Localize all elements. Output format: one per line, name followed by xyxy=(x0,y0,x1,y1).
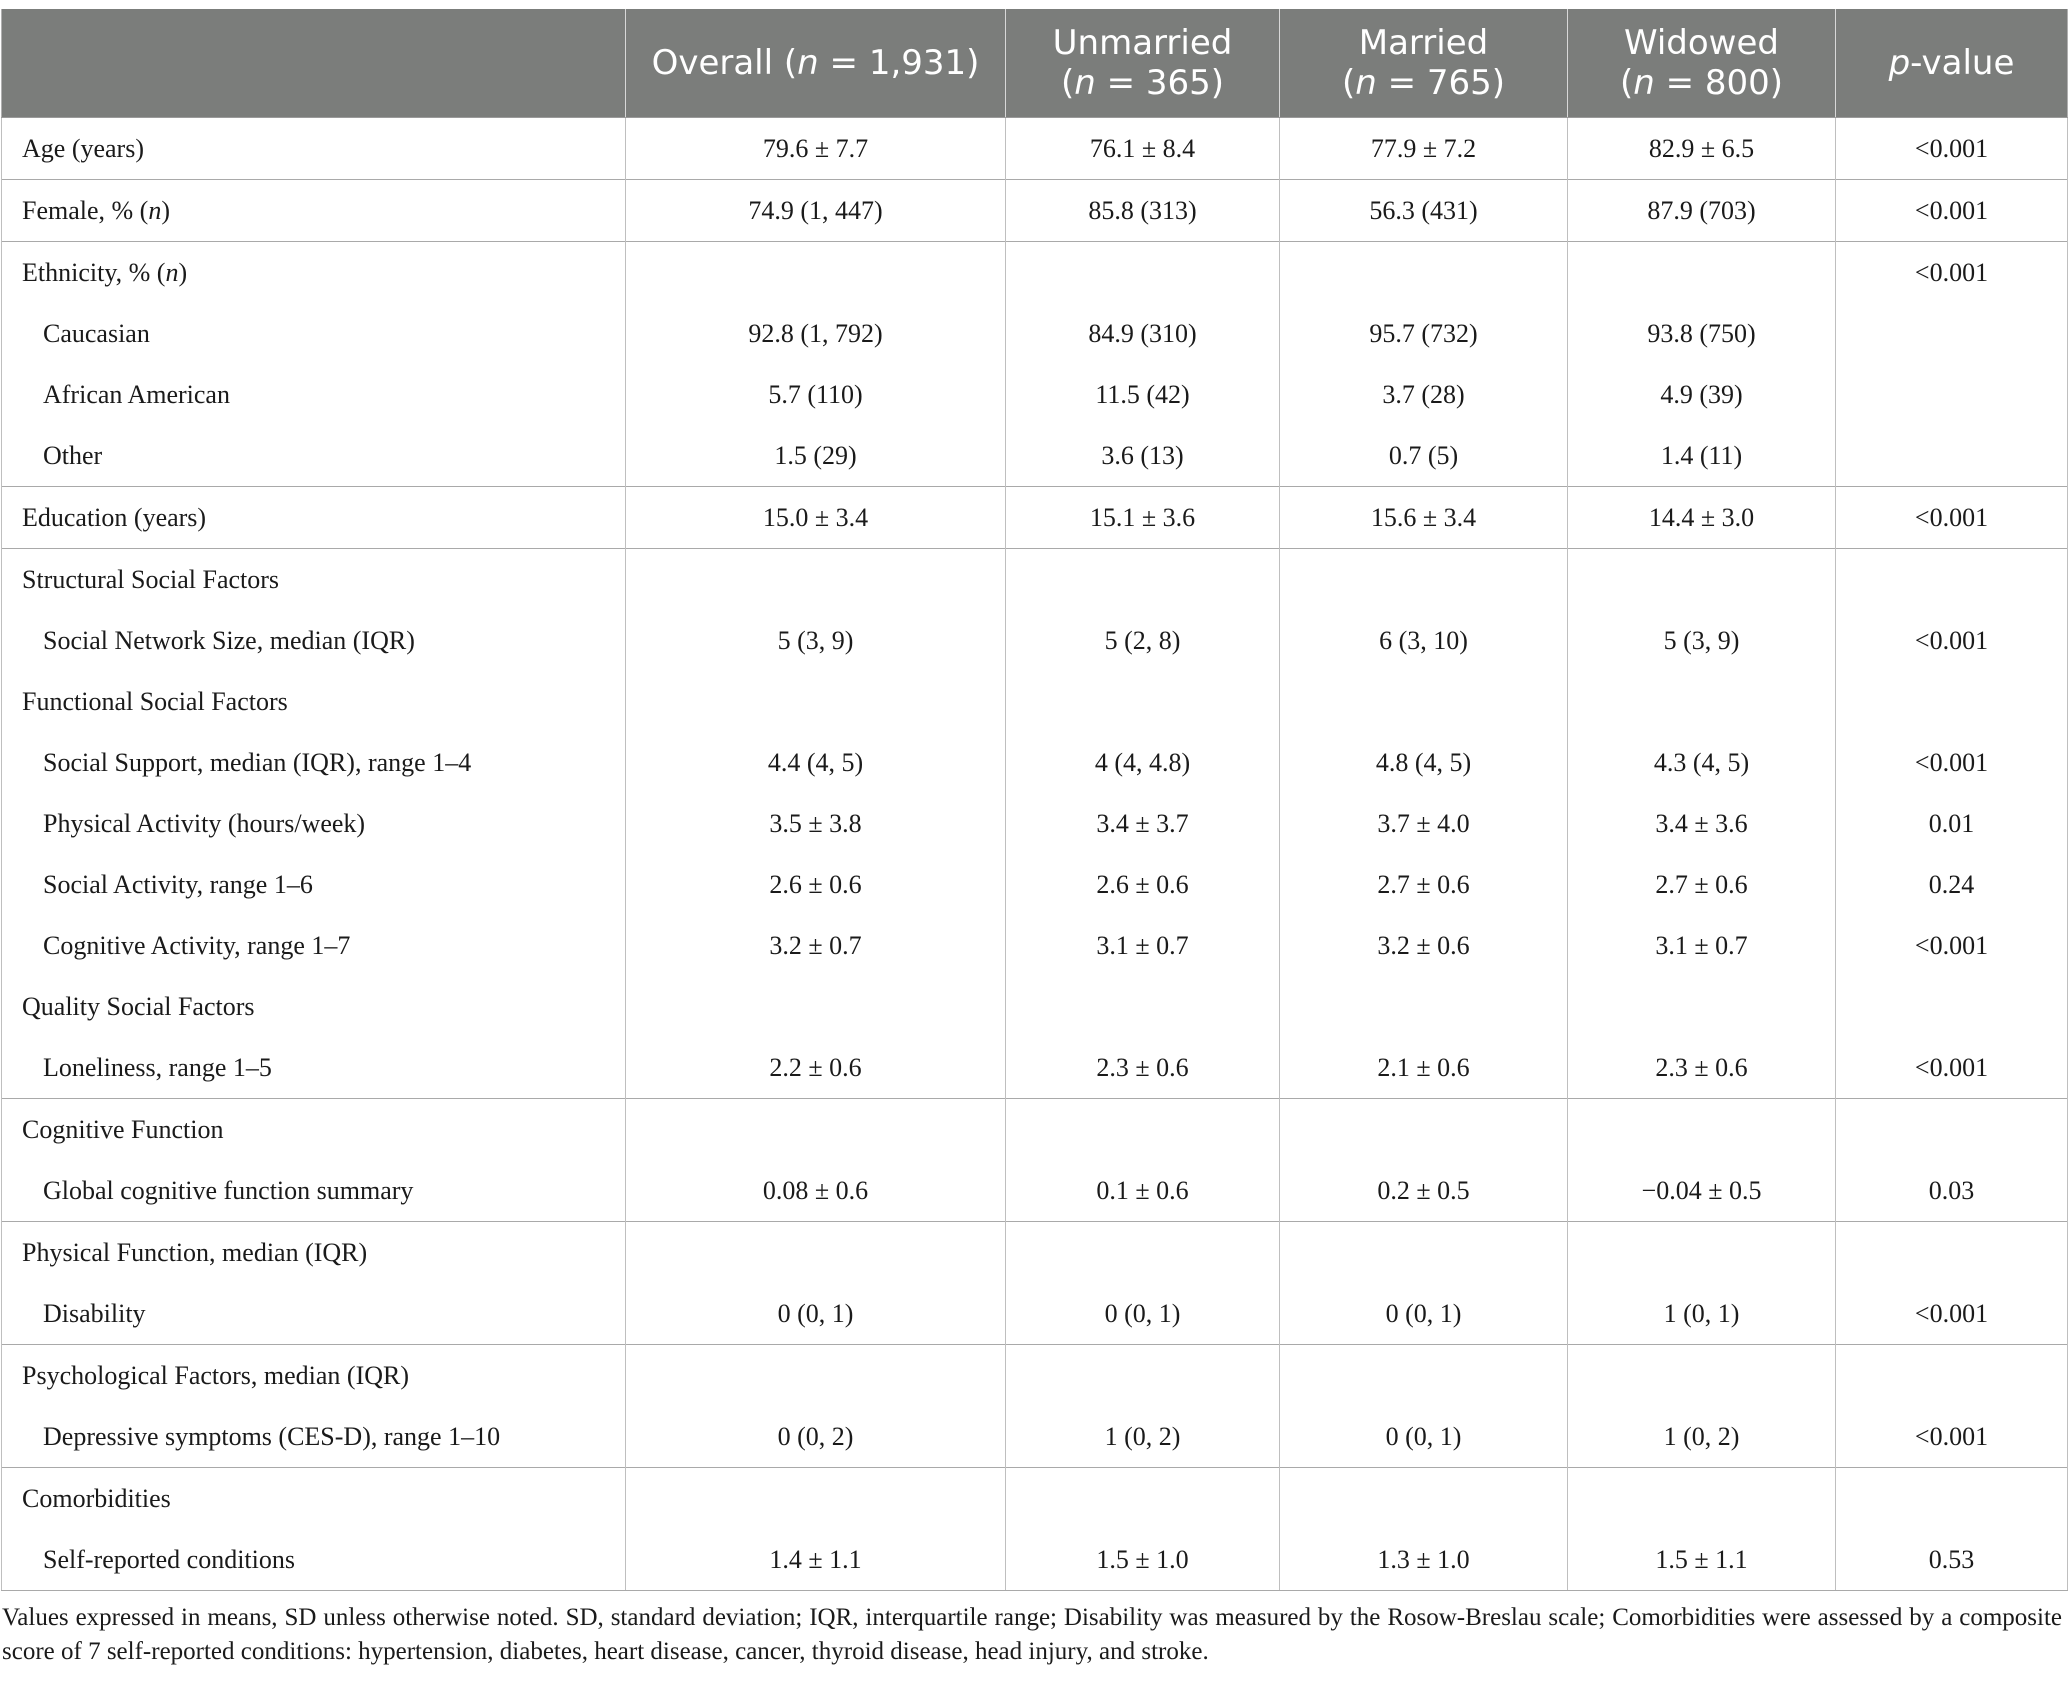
table-row xyxy=(2,915,2068,976)
cell-married: 77.9 ± 7.2 xyxy=(1280,118,1568,180)
row-label: Female, % (n) xyxy=(2,180,626,242)
cell-married: 0 (0, 1) xyxy=(1280,1406,1568,1468)
row-label: Depressive symptoms (CES-D), range 1–10 xyxy=(2,1406,626,1468)
row-label: Cognitive Function xyxy=(2,1099,626,1161)
cell-married: 0.7 (5) xyxy=(1280,425,1568,487)
cell-overall: 15.0 ± 3.4 xyxy=(626,487,1006,549)
cell-widowed xyxy=(1568,1345,1836,1407)
row-label: Social Support, median (IQR), range 1–4 xyxy=(2,732,626,793)
cell-married xyxy=(1280,549,1568,611)
cell-overall: 0.08 ± 0.6 xyxy=(626,1160,1006,1222)
cell-unmarried: 15.1 ± 3.6 xyxy=(1006,487,1280,549)
cell-married: 15.6 ± 3.4 xyxy=(1280,487,1568,549)
cell-overall: 4.4 (4, 5) xyxy=(626,732,1006,793)
table-row xyxy=(2,1037,2068,1099)
table-row xyxy=(2,242,2068,304)
header-overall: Overall (n = 1,931) xyxy=(626,9,1006,118)
row-label: Ethnicity, % (n) xyxy=(2,242,626,304)
cell-unmarried: 1 (0, 2) xyxy=(1006,1406,1280,1468)
row-label: Physical Function, median (IQR) xyxy=(2,1222,626,1284)
cell-married: 1.3 ± 1.0 xyxy=(1280,1529,1568,1591)
table-row xyxy=(2,364,2068,425)
table-row xyxy=(2,671,2068,732)
cell-unmarried: 11.5 (42) xyxy=(1006,364,1280,425)
cell-overall xyxy=(626,976,1006,1037)
cell-unmarried: 0.1 ± 0.6 xyxy=(1006,1160,1280,1222)
table-container xyxy=(1,9,2067,1591)
cell-unmarried: 84.9 (310) xyxy=(1006,303,1280,364)
cell-unmarried: 5 (2, 8) xyxy=(1006,610,1280,671)
row-label: Cognitive Activity, range 1–7 xyxy=(2,915,626,976)
cell-married xyxy=(1280,242,1568,304)
cell-unmarried: 3.4 ± 3.7 xyxy=(1006,793,1280,854)
cell-overall: 1.4 ± 1.1 xyxy=(626,1529,1006,1591)
cell-married: 2.7 ± 0.6 xyxy=(1280,854,1568,915)
table-row xyxy=(2,118,2068,180)
cell-married: 3.2 ± 0.6 xyxy=(1280,915,1568,976)
row-label: Disability xyxy=(2,1283,626,1345)
cell-married: 3.7 (28) xyxy=(1280,364,1568,425)
table-row xyxy=(2,487,2068,549)
cell-p-value: <0.001 xyxy=(1836,1283,2068,1345)
table-row xyxy=(2,1468,2068,1530)
table-row xyxy=(2,1222,2068,1284)
cell-widowed: 82.9 ± 6.5 xyxy=(1568,118,1836,180)
cell-married: 2.1 ± 0.6 xyxy=(1280,1037,1568,1099)
cell-p-value: 0.53 xyxy=(1836,1529,2068,1591)
cell-widowed: 2.3 ± 0.6 xyxy=(1568,1037,1836,1099)
row-label: Age (years) xyxy=(2,118,626,180)
cell-p-value xyxy=(1836,303,2068,364)
cell-p-value: <0.001 xyxy=(1836,118,2068,180)
cell-unmarried xyxy=(1006,1468,1280,1530)
table-row xyxy=(2,854,2068,915)
cell-overall: 0 (0, 2) xyxy=(626,1406,1006,1468)
cell-p-value: <0.001 xyxy=(1836,487,2068,549)
cell-unmarried xyxy=(1006,671,1280,732)
cell-p-value: 0.24 xyxy=(1836,854,2068,915)
cell-widowed xyxy=(1568,671,1836,732)
cell-unmarried: 2.3 ± 0.6 xyxy=(1006,1037,1280,1099)
cell-overall: 2.2 ± 0.6 xyxy=(626,1037,1006,1099)
cell-married: 0 (0, 1) xyxy=(1280,1283,1568,1345)
row-label: Social Network Size, median (IQR) xyxy=(2,610,626,671)
cell-unmarried: 4 (4, 4.8) xyxy=(1006,732,1280,793)
row-label: Social Activity, range 1–6 xyxy=(2,854,626,915)
cell-overall: 2.6 ± 0.6 xyxy=(626,854,1006,915)
header-widowed: Widowed (n = 800) xyxy=(1568,9,1836,118)
cell-widowed: 1.4 (11) xyxy=(1568,425,1836,487)
cell-unmarried: 3.6 (13) xyxy=(1006,425,1280,487)
table-row xyxy=(2,610,2068,671)
cell-married: 0.2 ± 0.5 xyxy=(1280,1160,1568,1222)
cell-widowed xyxy=(1568,242,1836,304)
header-p-value: p-value xyxy=(1836,9,2068,118)
row-label: Functional Social Factors xyxy=(2,671,626,732)
cell-married xyxy=(1280,976,1568,1037)
cell-overall xyxy=(626,1099,1006,1161)
row-label: Self-reported conditions xyxy=(2,1529,626,1591)
cell-married: 56.3 (431) xyxy=(1280,180,1568,242)
cell-widowed: 5 (3, 9) xyxy=(1568,610,1836,671)
cell-p-value xyxy=(1836,1222,2068,1284)
cell-overall xyxy=(626,1468,1006,1530)
cell-overall: 74.9 (1, 447) xyxy=(626,180,1006,242)
cell-unmarried xyxy=(1006,1345,1280,1407)
cell-married xyxy=(1280,671,1568,732)
cell-p-value xyxy=(1836,1345,2068,1407)
cell-unmarried: 0 (0, 1) xyxy=(1006,1283,1280,1345)
cell-widowed: 4.3 (4, 5) xyxy=(1568,732,1836,793)
row-label: Education (years) xyxy=(2,487,626,549)
cell-widowed: 1 (0, 1) xyxy=(1568,1283,1836,1345)
header-label-column xyxy=(2,9,626,118)
row-label: Caucasian xyxy=(2,303,626,364)
cell-overall: 1.5 (29) xyxy=(626,425,1006,487)
table-row xyxy=(2,1283,2068,1345)
cell-p-value xyxy=(1836,976,2068,1037)
header-row xyxy=(2,9,2068,118)
cell-p-value xyxy=(1836,549,2068,611)
cell-widowed: 2.7 ± 0.6 xyxy=(1568,854,1836,915)
table-row xyxy=(2,549,2068,611)
table-row xyxy=(2,180,2068,242)
cell-widowed: 3.1 ± 0.7 xyxy=(1568,915,1836,976)
cell-widowed: 3.4 ± 3.6 xyxy=(1568,793,1836,854)
row-label: Psychological Factors, median (IQR) xyxy=(2,1345,626,1407)
table-row xyxy=(2,732,2068,793)
cell-unmarried: 85.8 (313) xyxy=(1006,180,1280,242)
cell-married: 6 (3, 10) xyxy=(1280,610,1568,671)
cell-p-value: <0.001 xyxy=(1836,180,2068,242)
cell-married xyxy=(1280,1099,1568,1161)
cell-widowed: 87.9 (703) xyxy=(1568,180,1836,242)
cell-p-value: <0.001 xyxy=(1836,242,2068,304)
cell-unmarried xyxy=(1006,976,1280,1037)
cell-overall: 3.2 ± 0.7 xyxy=(626,915,1006,976)
cell-widowed: −0.04 ± 0.5 xyxy=(1568,1160,1836,1222)
cell-overall xyxy=(626,671,1006,732)
cell-unmarried: 2.6 ± 0.6 xyxy=(1006,854,1280,915)
cell-overall: 0 (0, 1) xyxy=(626,1283,1006,1345)
cell-unmarried xyxy=(1006,549,1280,611)
row-label: Other xyxy=(2,425,626,487)
cell-married: 95.7 (732) xyxy=(1280,303,1568,364)
table-row xyxy=(2,1406,2068,1468)
characteristics-table xyxy=(1,9,2068,1591)
cell-widowed: 1 (0, 2) xyxy=(1568,1406,1836,1468)
cell-unmarried: 3.1 ± 0.7 xyxy=(1006,915,1280,976)
table-row xyxy=(2,1160,2068,1222)
table-row xyxy=(2,1345,2068,1407)
cell-widowed xyxy=(1568,1099,1836,1161)
cell-overall: 92.8 (1, 792) xyxy=(626,303,1006,364)
cell-overall xyxy=(626,1345,1006,1407)
row-label: Structural Social Factors xyxy=(2,549,626,611)
cell-married xyxy=(1280,1345,1568,1407)
cell-p-value: 0.01 xyxy=(1836,793,2068,854)
row-label: Loneliness, range 1–5 xyxy=(2,1037,626,1099)
cell-p-value xyxy=(1836,425,2068,487)
cell-widowed: 1.5 ± 1.1 xyxy=(1568,1529,1836,1591)
table-row xyxy=(2,793,2068,854)
cell-married xyxy=(1280,1222,1568,1284)
cell-p-value: <0.001 xyxy=(1836,915,2068,976)
cell-unmarried xyxy=(1006,242,1280,304)
row-label: Global cognitive function summary xyxy=(2,1160,626,1222)
table-row xyxy=(2,1529,2068,1591)
row-label: Comorbidities xyxy=(2,1468,626,1530)
cell-widowed xyxy=(1568,549,1836,611)
row-label: Quality Social Factors xyxy=(2,976,626,1037)
cell-unmarried xyxy=(1006,1222,1280,1284)
cell-overall: 5 (3, 9) xyxy=(626,610,1006,671)
header-married: Married (n = 765) xyxy=(1280,9,1568,118)
cell-married xyxy=(1280,1468,1568,1530)
table-row xyxy=(2,1099,2068,1161)
cell-widowed: 14.4 ± 3.0 xyxy=(1568,487,1836,549)
cell-unmarried xyxy=(1006,1099,1280,1161)
cell-p-value xyxy=(1836,671,2068,732)
cell-p-value xyxy=(1836,364,2068,425)
table-footnote: Values expressed in means, SD unless otherwise noted. SD, standard deviation; IQR, interquartile range; Disability was measured by the Rosow-Breslau scale; Comorbidities were assessed by a composite score of 7 self-reported conditions: hypertension, diabetes, heart disease, cancer, thyroid disease, head injury, and stroke. xyxy=(2,1604,2062,1665)
table-row xyxy=(2,303,2068,364)
cell-overall: 79.6 ± 7.7 xyxy=(626,118,1006,180)
header-unmarried: Unmarried (n = 365) xyxy=(1006,9,1280,118)
cell-overall xyxy=(626,549,1006,611)
cell-widowed xyxy=(1568,1222,1836,1284)
cell-widowed: 4.9 (39) xyxy=(1568,364,1836,425)
cell-p-value: <0.001 xyxy=(1836,732,2068,793)
cell-p-value: 0.03 xyxy=(1836,1160,2068,1222)
cell-p-value xyxy=(1836,1468,2068,1530)
table-row xyxy=(2,976,2068,1037)
cell-p-value: <0.001 xyxy=(1836,1037,2068,1099)
cell-unmarried: 1.5 ± 1.0 xyxy=(1006,1529,1280,1591)
cell-p-value: <0.001 xyxy=(1836,1406,2068,1468)
cell-p-value xyxy=(1836,1099,2068,1161)
cell-widowed xyxy=(1568,976,1836,1037)
cell-overall: 3.5 ± 3.8 xyxy=(626,793,1006,854)
table-row xyxy=(2,425,2068,487)
row-label: African American xyxy=(2,364,626,425)
cell-overall xyxy=(626,242,1006,304)
cell-widowed: 93.8 (750) xyxy=(1568,303,1836,364)
cell-overall: 5.7 (110) xyxy=(626,364,1006,425)
cell-unmarried: 76.1 ± 8.4 xyxy=(1006,118,1280,180)
cell-p-value: <0.001 xyxy=(1836,610,2068,671)
row-label: Physical Activity (hours/week) xyxy=(2,793,626,854)
cell-married: 3.7 ± 4.0 xyxy=(1280,793,1568,854)
cell-widowed xyxy=(1568,1468,1836,1530)
cell-married: 4.8 (4, 5) xyxy=(1280,732,1568,793)
cell-overall xyxy=(626,1222,1006,1284)
